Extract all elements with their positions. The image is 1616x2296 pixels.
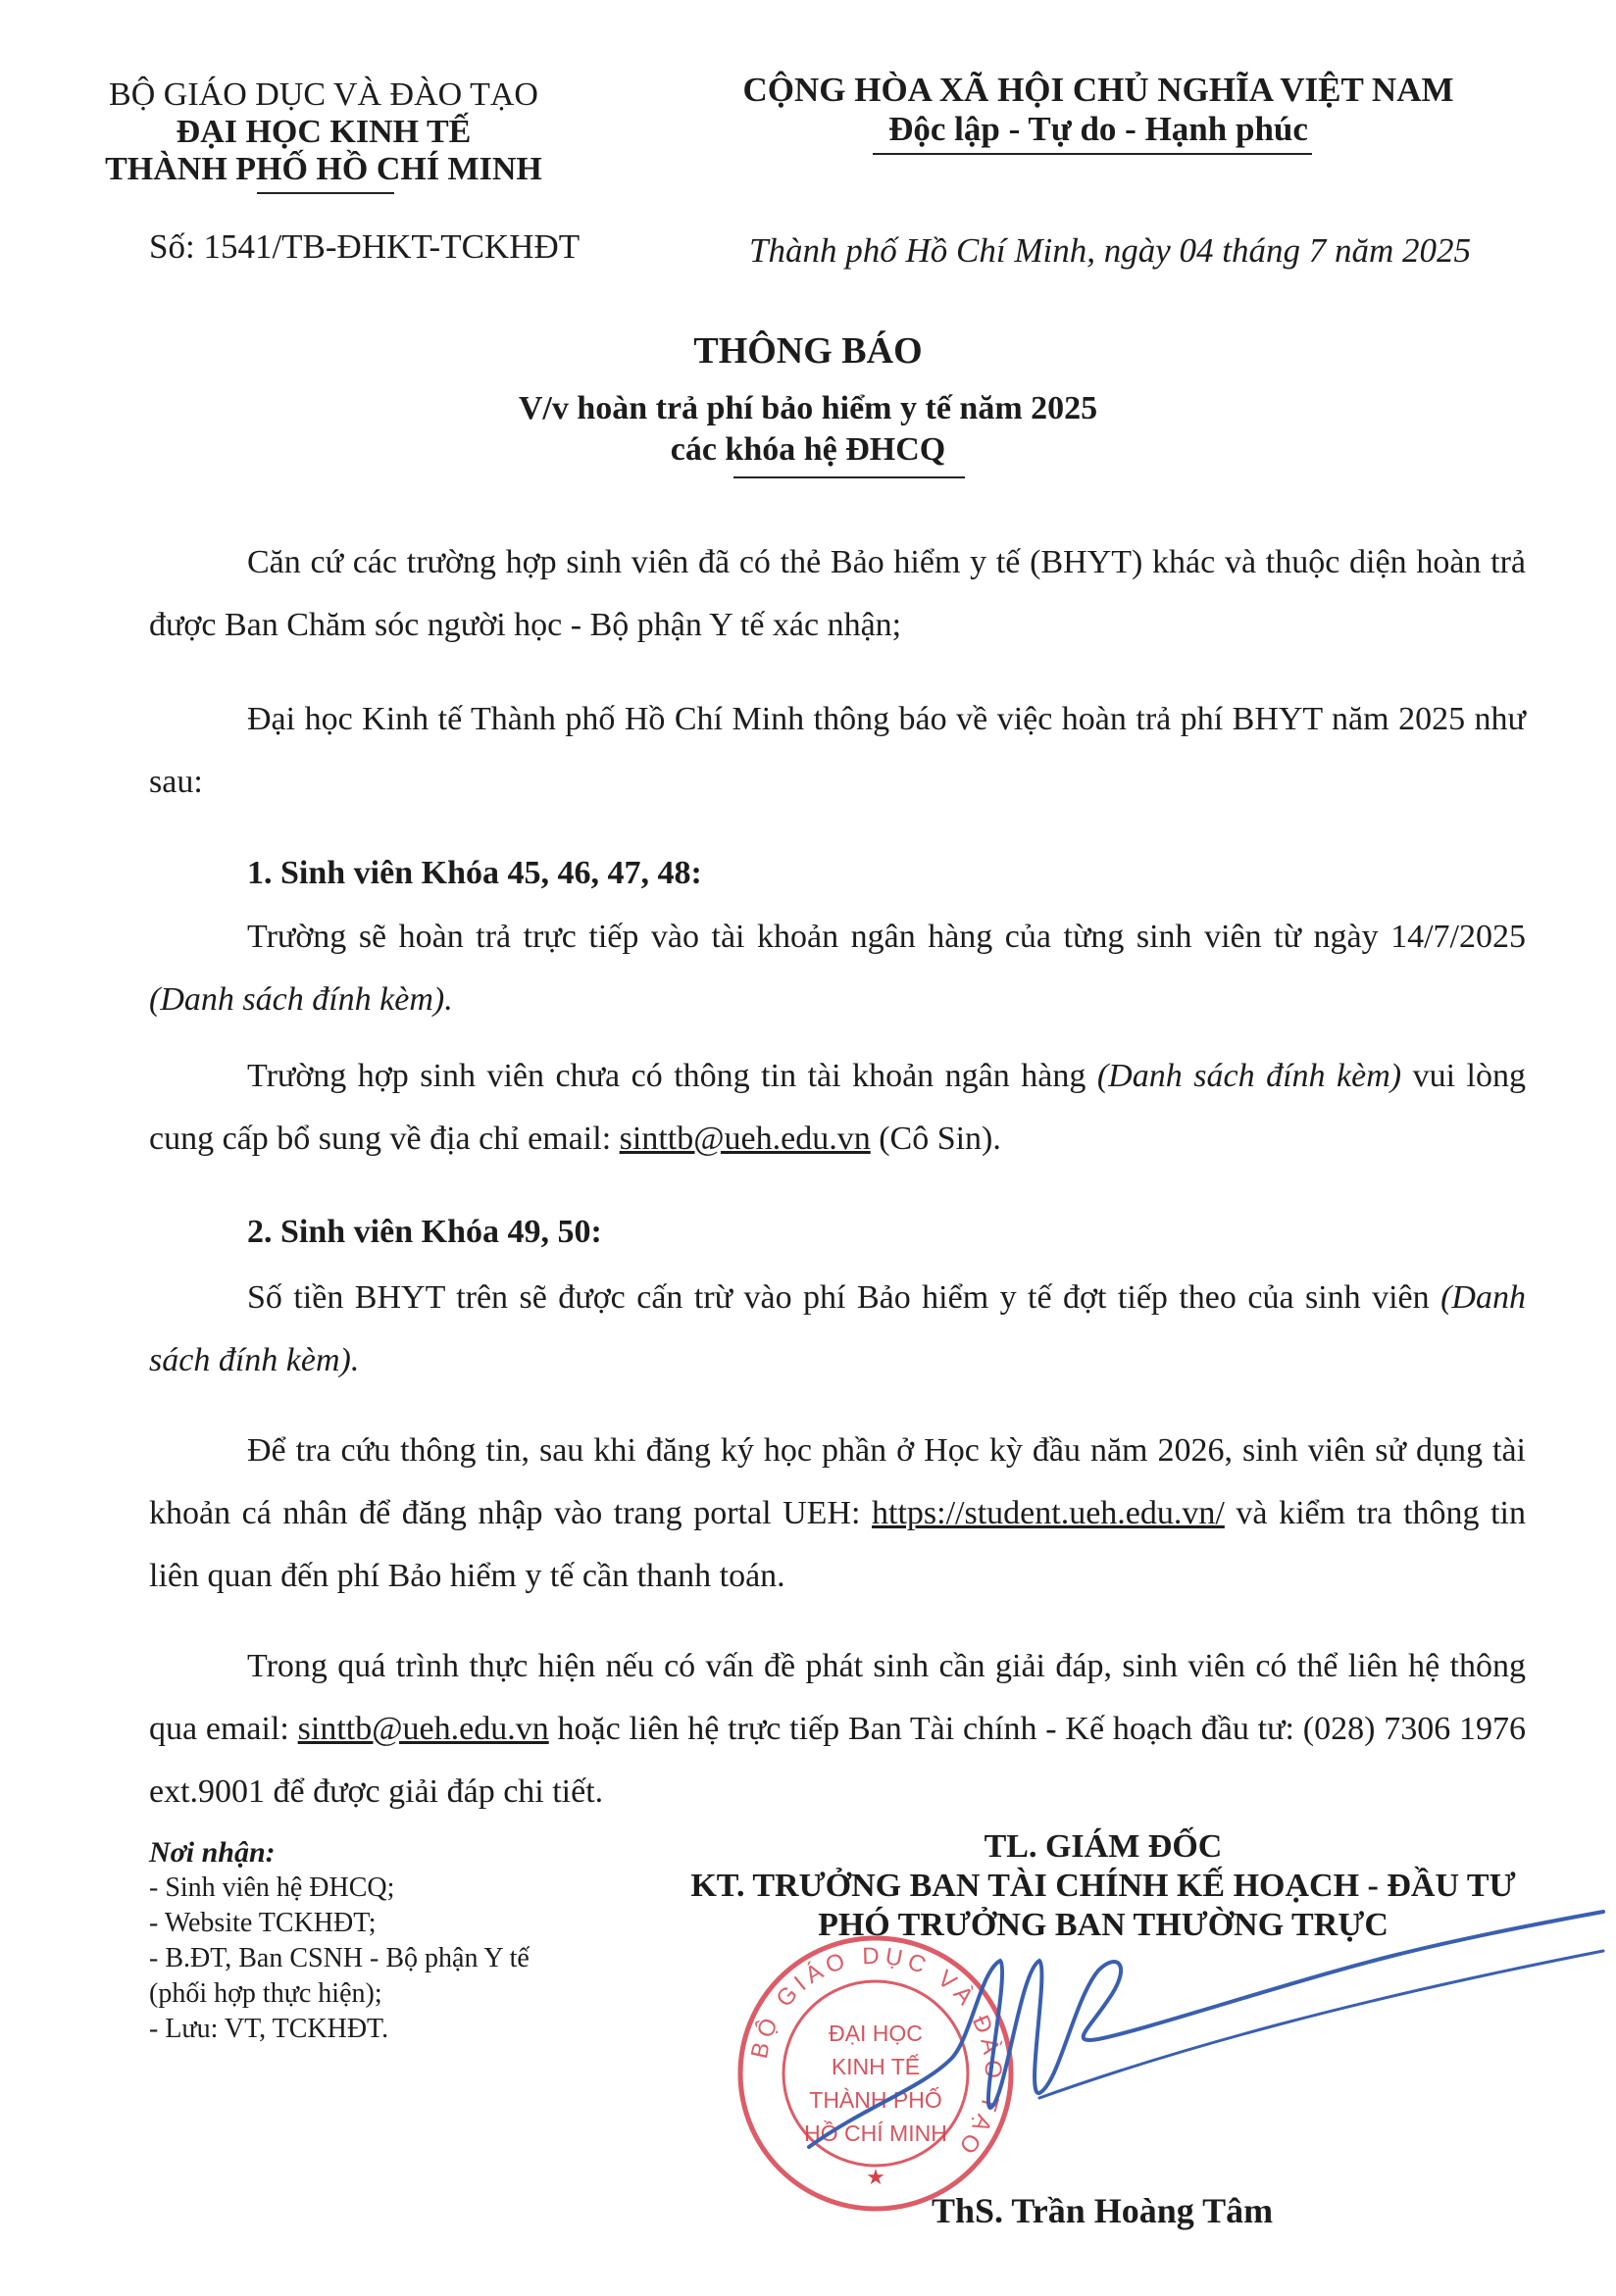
- email-link[interactable]: sinttb@ueh.edu.vn: [297, 1711, 549, 1747]
- issuer-underline: [257, 192, 394, 194]
- portal-link[interactable]: https://student.ueh.edu.vn/: [872, 1495, 1225, 1531]
- recipient-item: - B.ĐT, Ban CSNH - Bộ phận Y tế: [149, 1943, 530, 1973]
- contact-text-2: hoặc liên hệ trực tiếp Ban Tài chính - Kế hoạch đầu tư: (028) 7306 1976 ext.9001 để được giải đáp chi tiết.: [149, 1711, 1527, 1810]
- seal-line-1: ĐẠI HỌC: [829, 2021, 923, 2046]
- paragraph-section1-bank: [149, 1045, 1526, 1171]
- section-heading-1: 1. Sinh viên Khóa 45, 46, 47, 48:: [247, 855, 702, 891]
- subtitle-line-1: V/v hoàn trả phí bảo hiểm y tế năm 2025: [518, 390, 1098, 426]
- section2-text: Số tiền BHYT trên sẽ được cấn trừ vào phí Bảo hiểm y tế đợt tiếp theo của sinh viên: [247, 1279, 1441, 1316]
- signature-line-2: KT. TRƯỞNG BAN TÀI CHÍNH KẾ HOẠCH - ĐẦU TƯ: [690, 1868, 1516, 1904]
- university-city: THÀNH PHỐ HỒ CHÍ MINH: [105, 151, 542, 187]
- seal-line-4: HỒ CHÍ MINH: [804, 2121, 947, 2146]
- seal-line-2: KINH TẾ: [831, 2054, 921, 2079]
- university-name: ĐẠI HỌC KINH TẾ: [176, 114, 472, 150]
- lookup-text: Để tra cứu thông tin, sau khi đăng ký học phần ở Học kỳ đầu năm 2026, sinh viên sử dụng tài khoản cá nhân để đăng nhập vào trang portal UEH:: [149, 1432, 1526, 1531]
- announcement-text: Đại học Kinh tế Thành phố Hồ Chí Minh thông báo về việc hoàn trả phí BHYT năm 2025 như sau:: [149, 701, 1526, 800]
- attachment-note: (Danh sách đính kèm): [1096, 1058, 1402, 1094]
- recipient-item: - Website TCKHĐT;: [149, 1908, 377, 1938]
- bank-text: Trường hợp sinh viên chưa có thông tin tài khoản ngân hàng: [247, 1058, 1097, 1094]
- date-line: Thành phố Hồ Chí Minh, ngày 04 tháng 7 năm 2025: [749, 231, 1471, 270]
- recipient-item: (phối hợp thực hiện);: [149, 1978, 382, 2009]
- seal-ring-text: BỘ GIÁO DỤC VÀ ĐÀO TẠO: [745, 1942, 1007, 2163]
- paragraph-section2: [149, 1267, 1526, 1392]
- paragraph-lookup: [149, 1420, 1526, 1608]
- recipient-item: - Lưu: VT, TCKHĐT.: [149, 2014, 389, 2044]
- motto: Độc lập - Tự do - Hạnh phúc: [888, 110, 1308, 148]
- signature-line-3: PHÓ TRƯỞNG BAN THƯỜNG TRỰC: [818, 1907, 1389, 1943]
- contact-text: Trong quá trình thực hiện nếu có vấn đề phát sinh cần giải đáp, sinh viên có thể liên hệ thông qua email:: [149, 1648, 1526, 1747]
- lookup-text-2: và kiểm tra thông tin liên quan đến phí Bảo hiểm y tế cần thanh toán.: [149, 1495, 1526, 1594]
- document-title: THÔNG BÁO: [693, 330, 923, 372]
- seal-line-3: THÀNH PHỐ: [809, 2087, 942, 2113]
- national-motto-block: [706, 71, 1490, 149]
- subtitle-underline: [733, 476, 965, 478]
- email-link[interactable]: sinttb@ueh.edu.vn: [619, 1121, 871, 1157]
- seal-star-icon: ★: [866, 2165, 885, 2189]
- paragraph-contact: [149, 1635, 1526, 1823]
- motto-underline: [873, 153, 1312, 155]
- attachment-note: (Danh sách đính kèm).: [149, 1279, 1526, 1378]
- section-heading-2: 2. Sinh viên Khóa 49, 50:: [247, 1214, 602, 1250]
- recipient-item: - Sinh viên hệ ĐHCQ;: [149, 1872, 395, 1903]
- signer-name: ThS. Trần Hoàng Tâm: [932, 2191, 1274, 2230]
- paragraph-basis: [149, 531, 1526, 657]
- bank-text-2: vui lòng cung cấp bổ sung về địa chỉ email:: [149, 1058, 1526, 1157]
- issuer-block: [98, 76, 549, 188]
- signature-line-1: TL. GIÁM ĐỐC: [984, 1828, 1223, 1865]
- contact-person: (Cô Sin).: [870, 1121, 1001, 1157]
- handwritten-signature: [804, 1853, 1608, 2167]
- document-number: Số: 1541/TB-ĐHKT-TCKHĐT: [149, 227, 581, 266]
- basis-text: Căn cứ các trường hợp sinh viên đã có thẻ Bảo hiểm y tế (BHYT) khác và thuộc diện hoàn trả được Ban Chăm sóc người học - Bộ phận Y tế xác nhận;: [149, 544, 1526, 643]
- paragraph-announcement: [149, 688, 1526, 814]
- recipients-block: [149, 1835, 659, 2047]
- country-name: CỘNG HÒA XÃ HỘI CHỦ NGHĨA VIỆT NAM: [742, 71, 1454, 109]
- attachment-note: (Danh sách đính kèm).: [149, 981, 453, 1018]
- ministry-name: BỘ GIÁO DỤC VÀ ĐÀO TẠO: [109, 76, 538, 113]
- document-subtitle: [0, 388, 1616, 471]
- recipients-title: Nơi nhận:: [149, 1836, 276, 1869]
- paragraph-section1-refund: [149, 906, 1526, 1031]
- section1-text: Trường sẽ hoàn trả trực tiếp vào tài khoản ngân hàng của từng sinh viên từ ngày 14/7/2025: [247, 919, 1526, 955]
- subtitle-line-2: các khóa hệ ĐHCQ: [670, 431, 946, 468]
